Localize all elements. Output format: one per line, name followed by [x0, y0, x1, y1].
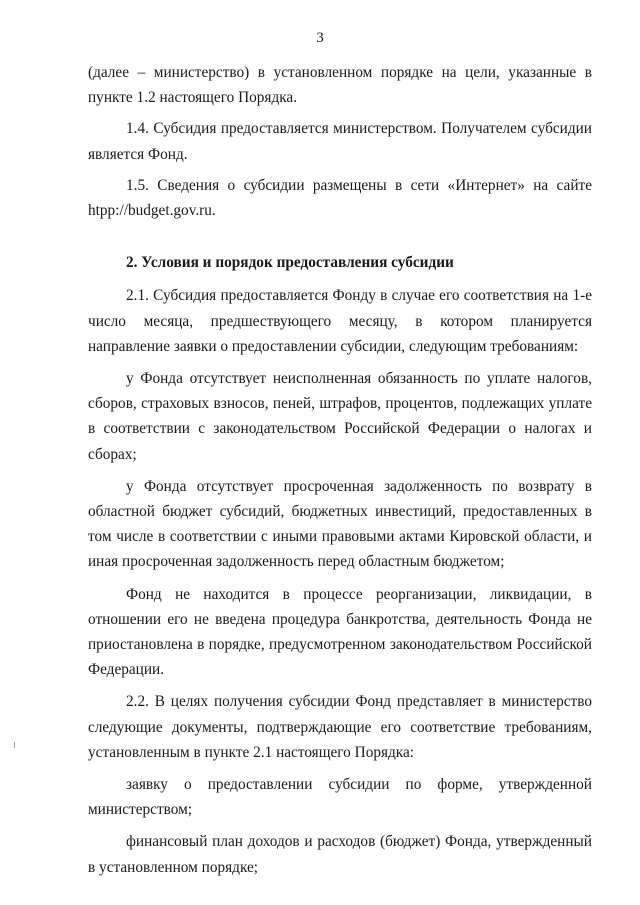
requirement-reorganization: Фонд не находится в процессе реорганизации, ликвидации, в отношении его не введена процедура банкротства, деятельность Фонда не приостановлена в порядке, предусмотренном законодательством Российской Федерации. [88, 585, 592, 679]
page-number: 3 [316, 30, 324, 46]
paragraph-2-2: 2.2. В целях получения субсидии Фонд представляет в министерство следующие документы, подтверждающие его соответствие требованиям, установленным в пункте 2.1 настоящего Порядка: [88, 693, 592, 761]
document-application: заявку о предоставлении субсидии по форме, утвержденной министерством; [88, 776, 592, 819]
requirement-debt: у Фонда отсутствует просроченная задолженность по возврату в областной бюджет субсидий, бюджетных инвестиций, предоставленных в том числе в соответствии с иными правовыми актами Кировской области, и иная просроченная задолженность перед областным бюджетом; [88, 477, 592, 571]
section-heading: 2. Условия и порядок предоставления субсидии [126, 254, 454, 272]
paragraph-1-5: 1.5. Сведения о субсидии размещены в сети «Интернет» на сайте htpp://budget.gov.ru. [88, 176, 592, 220]
paragraph-continuation: (далее – министерство) в установленном порядке на цели, указанные в пункте 1.2 настоящего Порядка. [88, 64, 592, 107]
document-financial-plan: финансовый план доходов и расходов (бюджет) Фонда, утвержденный в установленном порядке; [88, 833, 592, 876]
paragraph-2-1: 2.1. Субсидия предоставляется Фонду в случае его соответствия на 1-е число месяца, предшествующего месяцу, в котором планируется направление заявки о предоставлении субсидии, следующим требованиям: [88, 287, 592, 355]
scan-artifact [14, 742, 15, 748]
document-body [88, 60, 592, 880]
paragraph-1-4: 1.4. Субсидия предоставляется министерством. Получателем субсидии является Фонд. [88, 120, 592, 163]
requirement-taxes: у Фонда отсутствует неисполненная обязанность по уплате налогов, сборов, страховых взносов, пеней, штрафов, процентов, подлежащих уплате в соответствии с законодательством Российской Федерации о налогах и сборах; [88, 370, 592, 463]
